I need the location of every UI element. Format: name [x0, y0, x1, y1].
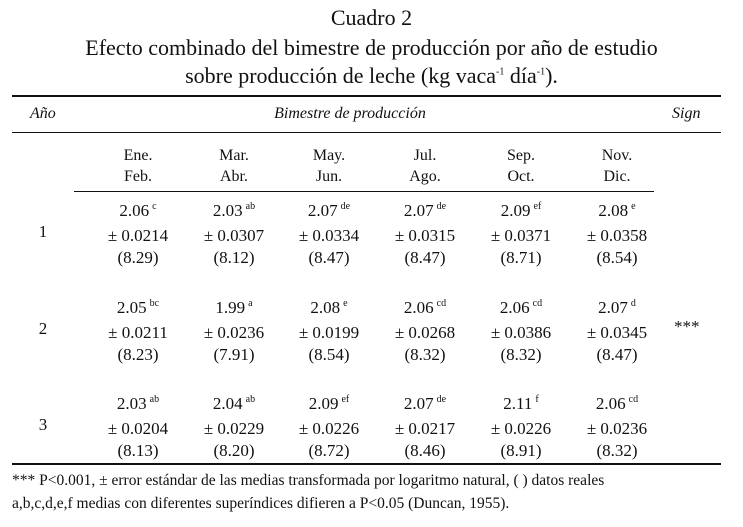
significance-marker: *** [674, 317, 700, 336]
cell-real-value: (8.20) [213, 441, 255, 460]
cell-mean: 2.07 [403, 201, 434, 220]
cell-mean-line [179, 393, 289, 418]
cell-mean-line [466, 393, 576, 418]
column-header-1 [179, 145, 289, 187]
cell-superscript: ef [341, 394, 350, 405]
cell-standard-error: ± 0.0236 [586, 419, 648, 438]
year-header: Año [30, 105, 56, 122]
cell-mean: 2.07 [403, 394, 434, 413]
cell-standard-error: ± 0.0386 [490, 323, 552, 342]
cell-mean-line [179, 297, 289, 322]
cell-superscript: e [343, 298, 348, 309]
table-cell [562, 200, 672, 269]
cell-superscript: f [535, 394, 539, 405]
table-caption-line-2 [0, 63, 743, 89]
cell-mean: 2.06 [403, 298, 434, 317]
column-header-line-1: Jul. [413, 147, 437, 164]
table-cell [370, 200, 480, 269]
cell-mean-line [466, 200, 576, 225]
column-header-2 [274, 145, 384, 187]
column-header-line-2: Ago. [409, 168, 441, 185]
column-header-line-2: Jun. [315, 168, 343, 185]
subheader-rule [74, 191, 654, 192]
cell-mean-line [370, 393, 480, 418]
cell-mean: 2.09 [308, 394, 339, 413]
cell-standard-error: ± 0.0268 [394, 323, 456, 342]
cell-mean: 2.07 [598, 298, 628, 317]
column-header-line-1: Sep. [507, 147, 535, 164]
cell-standard-error: ± 0.0229 [203, 419, 265, 438]
cell-superscript: cd [532, 298, 543, 309]
cell-superscript: ab [245, 394, 256, 405]
cell-standard-error: ± 0.0371 [490, 226, 552, 245]
cell-mean-line [83, 200, 193, 225]
column-header-4 [466, 145, 576, 187]
cell-mean: 2.06 [119, 201, 150, 220]
cell-real-value: (7.91) [213, 345, 255, 364]
table-cell [179, 200, 289, 269]
cell-superscript: cd [628, 394, 639, 405]
caption-mid: día [504, 63, 537, 88]
cell-superscript: ef [533, 201, 542, 212]
column-header-line-1: May. [312, 147, 346, 164]
table-cell [179, 297, 289, 366]
cell-standard-error: ± 0.0315 [394, 226, 456, 245]
cell-real-value: (8.54) [596, 248, 638, 267]
cell-mean-line [83, 393, 193, 418]
table-cell [274, 297, 384, 366]
table-cell [466, 297, 576, 366]
top-rule [12, 95, 721, 97]
footnote-significance: *** P<0.001, ± error estándar de las medias transformada por logaritmo natural, ( ) datos reales [12, 472, 605, 489]
cell-real-value: (8.91) [500, 441, 542, 460]
cell-real-value: (8.47) [308, 248, 350, 267]
cell-mean-line [562, 393, 672, 418]
cell-real-value: (8.32) [596, 441, 638, 460]
cell-standard-error: ± 0.0358 [586, 226, 648, 245]
cell-mean: 2.06 [499, 298, 530, 317]
table-cell [562, 393, 672, 462]
cell-mean-line [562, 200, 672, 225]
cell-standard-error: ± 0.0204 [107, 419, 169, 438]
cell-mean: 2.08 [310, 298, 341, 317]
row-year-label: 1 [38, 222, 48, 241]
row-year-label: 3 [38, 415, 48, 434]
cell-superscript: ab [149, 394, 160, 405]
cell-mean: 2.09 [500, 201, 531, 220]
table-cell [274, 393, 384, 462]
table-cell [466, 393, 576, 462]
cell-mean: 2.06 [595, 394, 626, 413]
cell-mean: 2.03 [116, 394, 147, 413]
caption-suffix: ). [545, 63, 558, 88]
cell-superscript: ab [245, 201, 256, 212]
caption-superscript-2: -1 [536, 66, 546, 78]
cell-standard-error: ± 0.0199 [298, 323, 360, 342]
cell-standard-error: ± 0.0226 [490, 419, 552, 438]
cell-real-value: (8.13) [117, 441, 159, 460]
cell-superscript: c [152, 201, 157, 212]
column-header-line-1: Mar. [219, 147, 249, 164]
cell-mean: 2.04 [212, 394, 243, 413]
sign-header: Sign [672, 105, 701, 122]
cell-mean: 2.07 [307, 201, 338, 220]
caption-superscript-1: -1 [496, 66, 505, 78]
column-header-line-2: Dic. [603, 168, 631, 185]
footnote-superscripts: a,b,c,d,e,f medias con diferentes superíndices difieren a P<0.05 (Duncan, 1955). [12, 495, 510, 512]
table-cell [83, 200, 193, 269]
cell-mean-line [83, 297, 193, 322]
cell-standard-error: ± 0.0217 [394, 419, 456, 438]
cell-standard-error: ± 0.0345 [586, 323, 648, 342]
table-cell [562, 297, 672, 366]
table-cell [370, 297, 480, 366]
bimester-header: Bimestre de producción [274, 105, 426, 122]
cell-superscript: de [340, 201, 351, 212]
cell-real-value: (8.23) [117, 345, 159, 364]
cell-mean-line [274, 200, 384, 225]
row-year-label: 2 [38, 319, 48, 338]
cell-real-value: (8.54) [308, 345, 350, 364]
cell-mean: 2.08 [598, 201, 629, 220]
cell-mean-line [179, 200, 289, 225]
column-header-line-1: Ene. [123, 147, 153, 164]
cell-standard-error: ± 0.0334 [298, 226, 360, 245]
cell-real-value: (8.12) [213, 248, 255, 267]
cell-superscript: d [630, 298, 636, 309]
cell-real-value: (8.32) [500, 345, 542, 364]
caption-prefix: sobre producción de leche (kg vaca [185, 63, 496, 88]
cell-real-value: (8.47) [596, 345, 638, 364]
cell-real-value: (8.72) [308, 441, 350, 460]
cell-mean-line [562, 297, 672, 322]
cell-standard-error: ± 0.0236 [203, 323, 265, 342]
header-rule [12, 132, 721, 133]
column-header-3 [370, 145, 480, 187]
cell-real-value: (8.71) [500, 248, 542, 267]
table-cell [83, 393, 193, 462]
cell-mean: 2.11 [503, 394, 533, 413]
column-header-5 [562, 145, 672, 187]
bottom-rule [12, 463, 721, 465]
cell-real-value: (8.29) [117, 248, 159, 267]
cell-real-value: (8.46) [404, 441, 446, 460]
column-header-line-1: Nov. [601, 147, 633, 164]
cell-standard-error: ± 0.0211 [108, 323, 168, 342]
cell-real-value: (8.32) [404, 345, 446, 364]
table-cell [83, 297, 193, 366]
table-caption-line-1: Efecto combinado del bimestre de producción por año de estudio [85, 35, 658, 60]
cell-superscript: cd [436, 298, 447, 309]
cell-mean-line [370, 297, 480, 322]
column-header-line-2: Abr. [220, 168, 248, 185]
table-cell [179, 393, 289, 462]
table-cell [370, 393, 480, 462]
cell-superscript: e [631, 201, 636, 212]
table-cell [466, 200, 576, 269]
cell-mean: 2.05 [116, 298, 147, 317]
cell-superscript: de [436, 201, 447, 212]
cell-real-value: (8.47) [404, 248, 446, 267]
column-header-line-2: Oct. [507, 168, 535, 185]
cell-mean: 1.99 [215, 298, 246, 317]
cell-superscript: bc [149, 298, 160, 309]
table-caption-number: Cuadro 2 [330, 5, 413, 30]
cell-superscript: de [436, 394, 447, 405]
cell-standard-error: ± 0.0307 [203, 226, 265, 245]
cell-mean-line [466, 297, 576, 322]
cell-superscript: a [248, 298, 253, 309]
cell-standard-error: ± 0.0214 [107, 226, 169, 245]
cell-mean-line [274, 297, 384, 322]
table-cell [274, 200, 384, 269]
cell-mean: 2.03 [212, 201, 243, 220]
cell-mean-line [274, 393, 384, 418]
cell-mean-line [370, 200, 480, 225]
column-header-line-2: Feb. [124, 168, 152, 185]
cell-standard-error: ± 0.0226 [298, 419, 360, 438]
column-header-0 [83, 145, 193, 187]
